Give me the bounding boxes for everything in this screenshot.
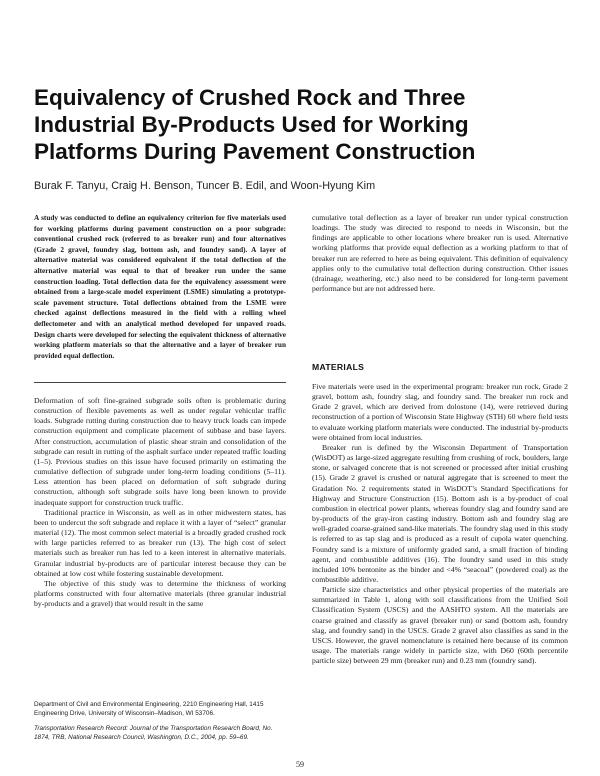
left-column-body — [34, 396, 286, 609]
body-paragraph: Particle size characteristics and other physical properties of the materials are summarized in Table 1, along with soil classifications from the Unified Soil Classification System (USCS) and the AASHTO system. All the materials are coarse grained and classify as gravel (breaker run) or sand (bottom ash, foundry slag, and foundry sand) in the USCS. Grade 2 gravel also classifies as sand in the USCS. However, the gravel nomenclature is retained here because of its common usage. The materials range widely in particle size, with D60 (60th percentile particle size) between 29 mm (breaker run) and 0.23 mm (foundry sand). — [312, 585, 568, 666]
right-column-intro — [312, 213, 568, 294]
abstract-text: A study was conducted to define an equivalency criterion for five materials used for working platforms during pavement construction on a poor subgrade: conventional crushed rock (referred to as breaker run) and four alternatives (Grade 2 gravel, foundry slag, bottom ash, and foundry sand). A layer of alternative material was considered equivalent if the total deflection of the alternative material was equal to that of breaker run under the same construction loading. Total deflection data for the equivalency assessment were obtained from a large-scale model experiment (LSME) simulating a prototype-scale pavement structure. Total deflections obtained from the LSME were checked against deflections measured in the field with a rolling wheel deflectometer and with an analytical method developed for unpaved roads. Design charts were developed for selecting the equivalent thickness of alternative working platform materials so that the alternative and a layer of breaker run provided equal deflection. — [34, 214, 286, 360]
paper-title — [34, 84, 554, 165]
body-paragraph: Five materials were used in the experimental program: breaker run rock, Grade 2 gravel, bottom ash, foundry slag, and foundry sand. The breaker run rock and Grade 2 gravel, which are derived from dolostone (14), were retrieved during reconstruction of a portion of Wisconsin State Highway (STH) 60 where field tests to evaluate working platform materials were conducted. The industrial by-products were obtained from local industries. — [312, 382, 568, 442]
body-paragraph: Breaker run is defined by the Wisconsin Department of Transportation (WisDOT) as large-sized aggregate resulting from crushing of rock, boulders, large stone, or salvaged concrete that is not screened or processed after initial crushing (15). Grade 2 gravel is crushed or natural aggregate that is screened to meet the Gradation No. 2 requirements stated in WisDOT’s Standard Specifications for Highway and Structure Construction (15). Bottom ash is a by-product of coal combustion in electrical power plants, whereas foundry slag and foundry sand are by-products of the gray-iron casting industry. Bottom ash and foundry slag are well-graded coarse-grained sand-like materials. The foundry slag used in this study is referred to as tap slag and is produced as a result of cupola water quenching. Foundry sand is a mixture of uniformly graded sand, a small fraction of binding agent, and combustible additives (16). The foundry sand used in this study included 10% bentonite as the binder and <4% “seacoal” (powdered coal) as the combustible additive. — [312, 442, 568, 584]
body-paragraph: Traditional practice in Wisconsin, as well as in other midwestern states, has been to undercut the soft subgrade and replace it with a layer of “select” granular material (12). The most common select material is a broadly graded crushed rock with large particles referred to as breaker run (13). The high cost of select materials such as breaker run has led to a keen interest in alternative materials. Granular industrial by-products are of particular interest because they can be obtained at low cost while fostering sustainable development. — [34, 507, 286, 578]
body-paragraph: The objective of this study was to determine the thickness of working platforms constructed with four alternative materials (three granular industrial by-products and a gravel) that would result in the same — [34, 578, 286, 609]
title-line: Industrial By-Products Used for Working — [34, 112, 469, 137]
title-line: Equivalency of Crushed Rock and Three — [34, 85, 466, 110]
abstract-divider — [34, 382, 286, 383]
section-heading-materials: MATERIALS — [312, 362, 365, 372]
right-column-materials — [312, 382, 568, 666]
footnote-source: Transportation Research Record: Journal of the Transportation Research Board, No. 1874, TRB, National Research Council, Washington, D.C., 2004, pp. 59–69. — [34, 725, 273, 741]
title-line: Platforms During Pavement Construction — [34, 139, 476, 164]
author-list: Burak F. Tanyu, Craig H. Benson, Tuncer B. Edil, and Woon-Hyung Kim — [34, 180, 376, 192]
abstract — [34, 213, 286, 361]
page-number: 59 — [296, 760, 304, 769]
body-paragraph: cumulative total deflection as a layer of breaker run under typical construction loadings. The study was directed to respond to needs in Wisconsin, but the findings are applicable to other locations where breaker run is used. Alternative working platforms that provide equal deflection as a working platform to that of breaker run are referred to here as being equivalent. This definition of equivalency applies only to the cumulative total deflection during construction. Other issues (drainage, weathering, etc.) also need to be considered for long-term pavement performance but are not addressed here. — [312, 213, 568, 294]
footnote-affiliation: Department of Civil and Environmental Engineering, 2210 Engineering Hall, 1415 Engineering Drive, University of Wisconsin–Madison, WI 53706. — [34, 701, 264, 717]
footnotes — [34, 700, 286, 748]
body-paragraph: Deformation of soft fine-grained subgrade soils often is problematic during construction of flexible pavements as well as under regular vehicular traffic loads. Subgrade rutting during construction due to heavy truck loads can impede construction equipment and complicate placement of subbase and base layers. After construction, accumulation of plastic shear strain and consolidation of the subgrade can result in rutting of the asphalt surface under repeated traffic loading (1–5). Previous studies on this issue have focused primarily on estimating the cumulative deflection of subgrade under long-term loading conditions (5–11). Less attention has been placed on deformation of soft subgrade during construction, although soft subgrade soils have long been known to provide inadequate support for construction truck traffic. — [34, 396, 286, 507]
